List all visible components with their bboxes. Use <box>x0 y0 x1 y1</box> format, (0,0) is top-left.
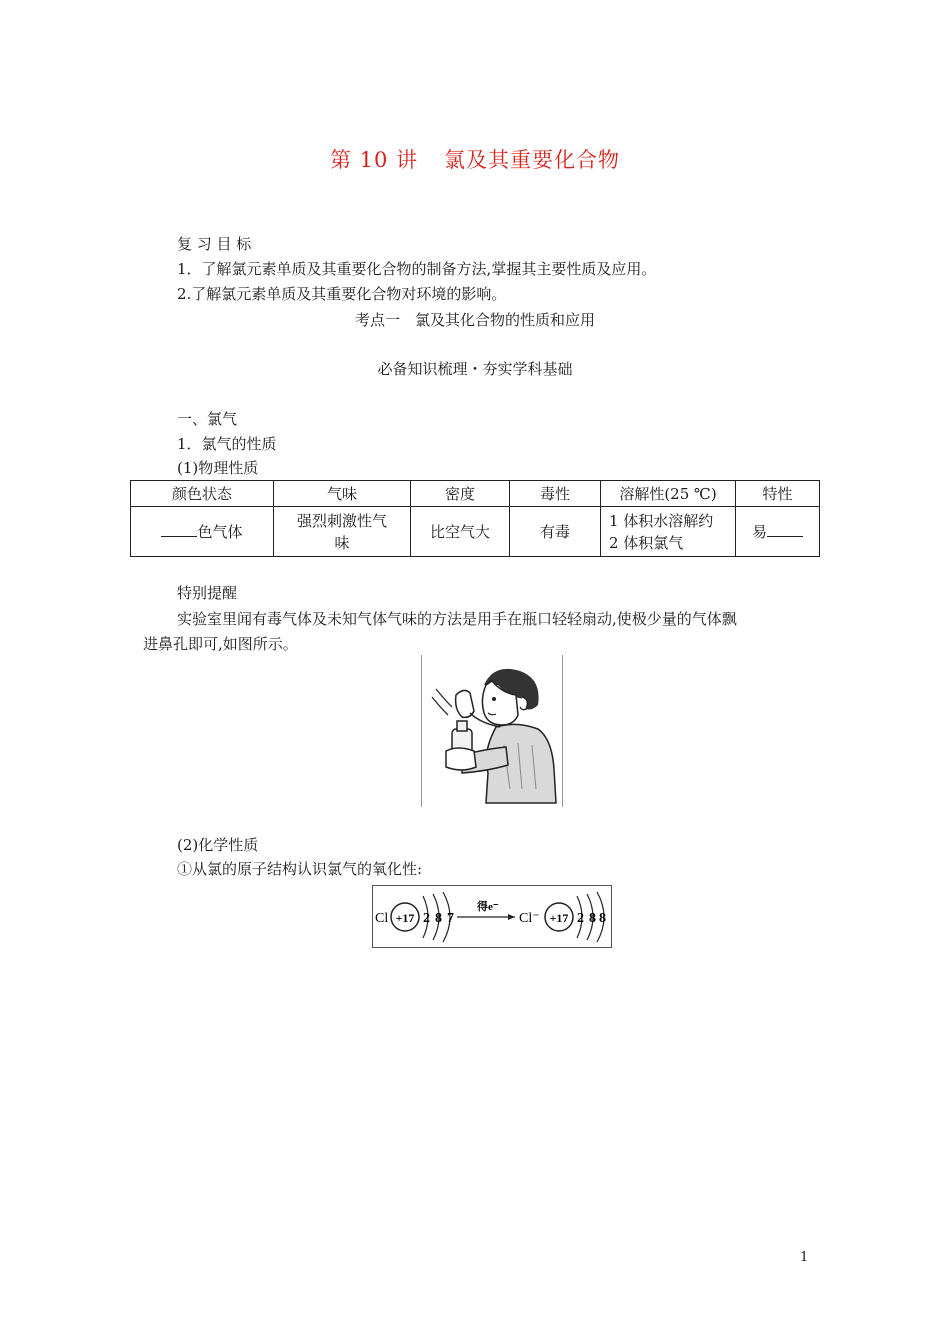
review-item-2: 2.了解氯元素单质及其重要化合物对环境的影响。 <box>177 285 507 303</box>
boy-smelling-bottle-icon <box>422 655 562 807</box>
physical-properties-table <box>130 480 820 557</box>
page-number: 1 <box>800 1250 809 1265</box>
cl-shell-2: 8 <box>435 911 442 926</box>
review-item-1: 1．了解氯元素单质及其重要化合物的制备方法,掌握其主要性质及应用。 <box>177 260 657 278</box>
cl-shell-1: 2 <box>423 911 430 926</box>
cl-ion-nucleus-charge: +17 <box>549 911 569 925</box>
cell-special: 易 <box>736 507 820 557</box>
arrow-head-icon <box>508 914 515 920</box>
cl-ion-shell-1: 2 <box>577 911 584 926</box>
section-sub1a: (1)物理性质 <box>177 459 259 477</box>
header-color: 颜色状态 <box>131 481 274 507</box>
cell-density: 比空气大 <box>411 507 510 557</box>
arrow-label: 得e⁻ <box>477 901 499 913</box>
lecture-number: 第 10 讲 <box>329 148 419 172</box>
cl-atom-symbol: Cl <box>375 911 389 926</box>
fill-blank <box>161 522 197 537</box>
knowledge-subheading: 必备知识梳理・夯实学科基础 <box>377 360 573 378</box>
chem-point-1: ①从氯的原子结构认识氯气的氧化性: <box>177 860 423 878</box>
note-line-2: 进鼻孔即可,如图所示。 <box>143 635 298 653</box>
header-solubility: 溶解性(25 ℃) <box>601 481 736 507</box>
header-density: 密度 <box>411 481 510 507</box>
cell-toxicity: 有毒 <box>510 507 601 557</box>
table-header-row <box>131 481 820 507</box>
header-toxicity: 毒性 <box>510 481 601 507</box>
note-heading: 特别提醒 <box>177 584 238 602</box>
cl-ion-shell-2: 8 <box>589 911 596 926</box>
section-sub1: 1．氯气的性质 <box>177 435 277 453</box>
cl-shell-3: 7 <box>447 911 454 926</box>
cell-color: 色气体 <box>131 507 274 557</box>
table-row <box>131 507 820 557</box>
header-special: 特性 <box>736 481 820 507</box>
chem-heading: (2)化学性质 <box>177 836 259 854</box>
note-line-1: 实验室里闻有毒气体及未知气体气味的方法是用手在瓶口轻轻扇动,使极少量的气体飘 <box>177 610 737 628</box>
review-heading: 复 习 目 标 <box>177 235 252 253</box>
cl-ion-symbol: Cl⁻ <box>519 911 540 926</box>
fill-blank <box>767 522 803 537</box>
section-title: 一、氯气 <box>177 410 238 428</box>
page-title <box>0 144 950 174</box>
cell-smell: 强烈刺激性气 味 <box>274 507 411 557</box>
cl-ion-shell-3: 8 <box>599 911 606 926</box>
lecture-topic: 氯及其重要化合物 <box>444 148 621 172</box>
chlorine-ion-diagram <box>373 886 611 947</box>
wafting-illustration <box>421 655 563 807</box>
header-smell: 气味 <box>274 481 411 507</box>
kaodian-heading: 考点一 氯及其化合物的性质和应用 <box>354 311 595 329</box>
cell-solubility: 1 体积水溶解约 2 体积氯气 <box>601 507 736 557</box>
atom-structure-diagram <box>372 885 612 948</box>
cl-nucleus-charge: +17 <box>395 911 415 925</box>
